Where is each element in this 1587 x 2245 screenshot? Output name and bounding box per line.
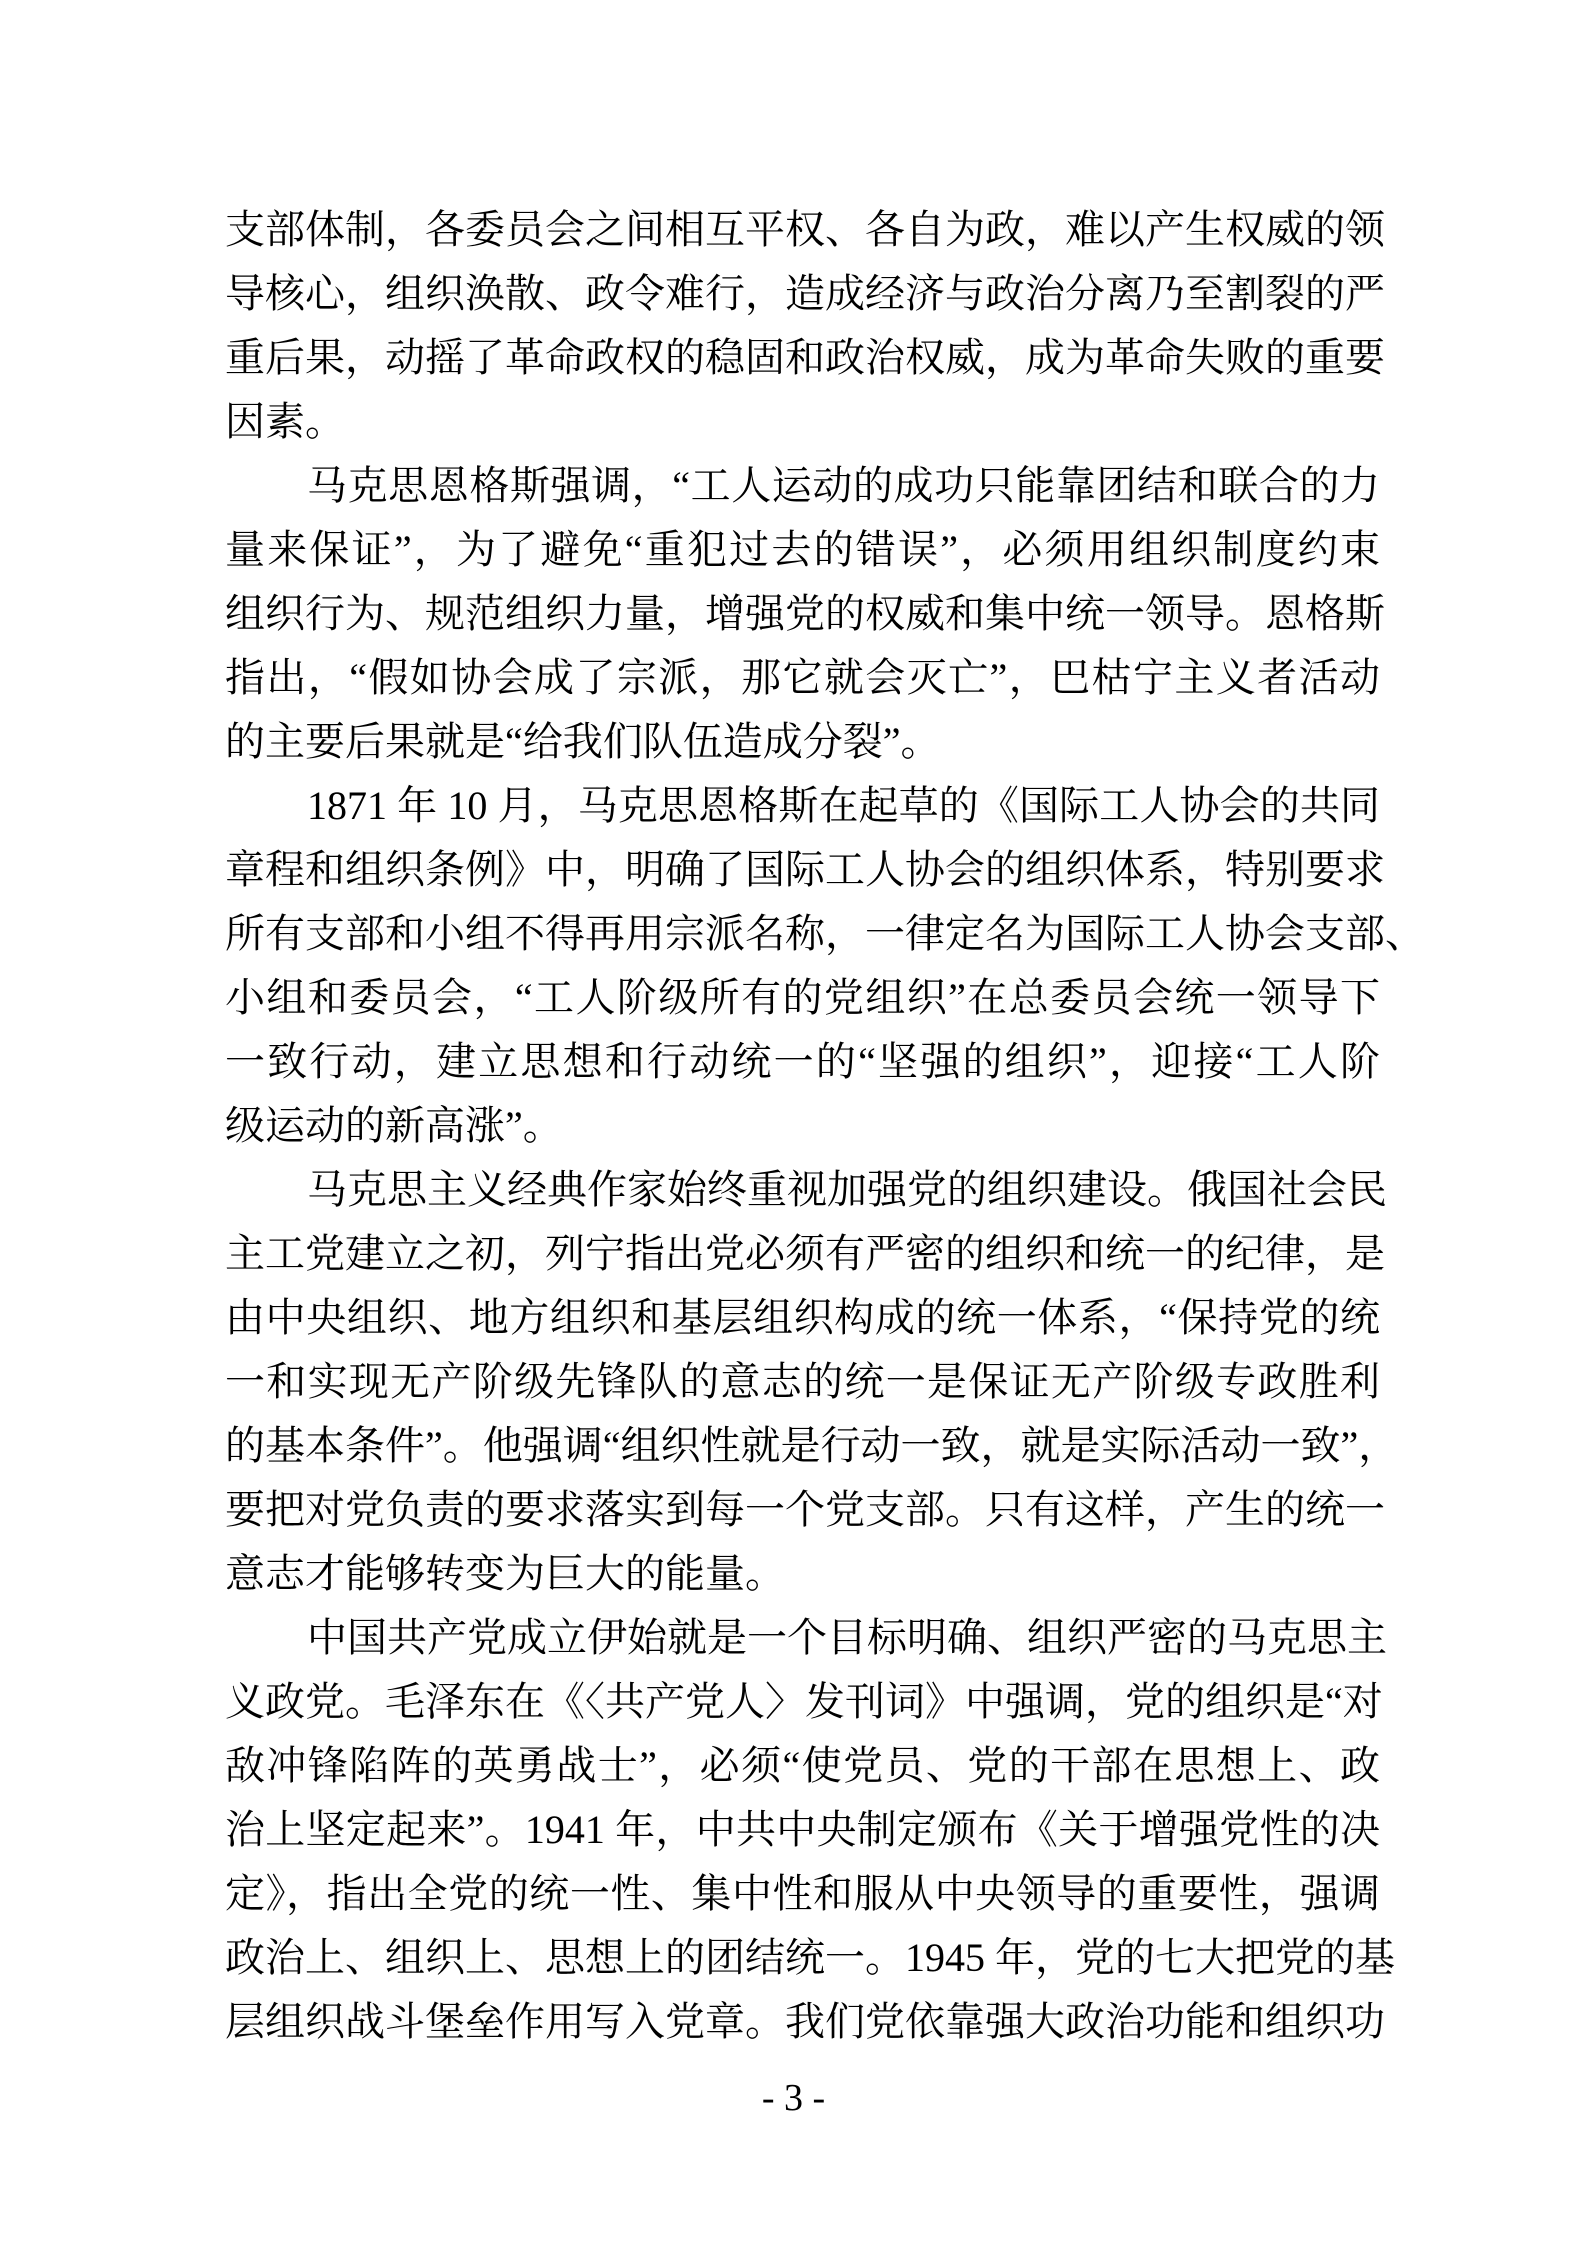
text-line: 马克思恩格斯强调，“工人运动的成功只能靠团结和联合的力 xyxy=(307,463,1380,508)
text-line: 组织行为、规范组织力量，增强党的权威和集中统一领导。恩格斯 xyxy=(225,591,1385,636)
paragraph xyxy=(225,1606,1395,2054)
text-line: 意志才能够转变为巨大的能量。 xyxy=(225,1551,785,1596)
text-line: 一致行动，建立思想和行动统一的“坚强的组织”，迎接“工人阶 xyxy=(225,1039,1380,1084)
document-body xyxy=(225,198,1425,2054)
text-line: 由中央组织、地方组织和基层组织构成的统一体系，“保持党的统 xyxy=(225,1295,1380,1340)
paragraph xyxy=(225,774,1425,1158)
text-line: 导核心，组织涣散、政令难行，造成经济与政治分离乃至割裂的严 xyxy=(225,271,1385,316)
text-line: 重后果，动摇了革命政权的稳固和政治权威，成为革命失败的重要 xyxy=(225,335,1385,380)
text-line: 中国共产党成立伊始就是一个目标明确、组织严密的马克思主 xyxy=(307,1615,1387,1660)
text-line: 量来保证”，为了避免“重犯过去的错误”，必须用组织制度约束 xyxy=(225,527,1380,572)
text-line: 因素。 xyxy=(225,399,345,444)
paragraph xyxy=(225,454,1385,774)
page-number: - 3 - xyxy=(761,2077,826,2119)
text-line: 所有支部和小组不得再用宗派名称，一律定名为国际工人协会支部、 xyxy=(225,911,1425,956)
text-line: 的主要后果就是“给我们队伍造成分裂”。 xyxy=(225,719,941,764)
paragraph xyxy=(225,198,1385,454)
text-line: 章程和组织条例》中，明确了国际工人协会的组织体系，特别要求 xyxy=(225,847,1385,892)
text-line: 主工党建立之初，列宁指出党必须有严密的组织和统一的纪律，是 xyxy=(225,1231,1385,1276)
text-line: 一和实现无产阶级先锋队的意志的统一是保证无产阶级专政胜利 xyxy=(225,1359,1380,1404)
text-line: 义政党。毛泽东在《〈共产党人〉发刊词》中强调，党的组织是“对 xyxy=(225,1679,1383,1724)
text-line: 1871 年 10 月，马克思恩格斯在起草的《国际工人协会的共同 xyxy=(307,783,1380,828)
text-line: 敌冲锋陷阵的英勇战士”，必须“使党员、党的干部在思想上、政 xyxy=(225,1743,1380,1788)
text-line: 政治上、组织上、思想上的团结统一。1945 年，党的七大把党的基 xyxy=(225,1935,1395,1980)
text-line: 支部体制，各委员会之间相互平权、各自为政，难以产生权威的领 xyxy=(225,207,1385,252)
paragraph xyxy=(225,1158,1399,1606)
text-line: 层组织战斗堡垒作用写入党章。我们党依靠强大政治功能和组织功 xyxy=(225,1999,1385,2044)
text-line: 的基本条件”。他强调“组织性就是行动一致，就是实际活动一致”， xyxy=(225,1423,1399,1468)
text-line: 马克思主义经典作家始终重视加强党的组织建设。俄国社会民 xyxy=(307,1167,1387,1212)
text-line: 治上坚定起来”。1941 年，中共中央制定颁布《关于增强党性的决 xyxy=(225,1807,1380,1852)
text-line: 定》，指出全党的统一性、集中性和服从中央领导的重要性，强调 xyxy=(225,1871,1380,1916)
text-line: 要把对党负责的要求落实到每一个党支部。只有这样，产生的统一 xyxy=(225,1487,1385,1532)
text-line: 指出，“假如协会成了宗派，那它就会灭亡”，巴枯宁主义者活动 xyxy=(225,655,1380,700)
text-line: 小组和委员会，“工人阶级所有的党组织”在总委员会统一领导下 xyxy=(225,975,1380,1020)
text-line: 级运动的新高涨”。 xyxy=(225,1103,563,1148)
